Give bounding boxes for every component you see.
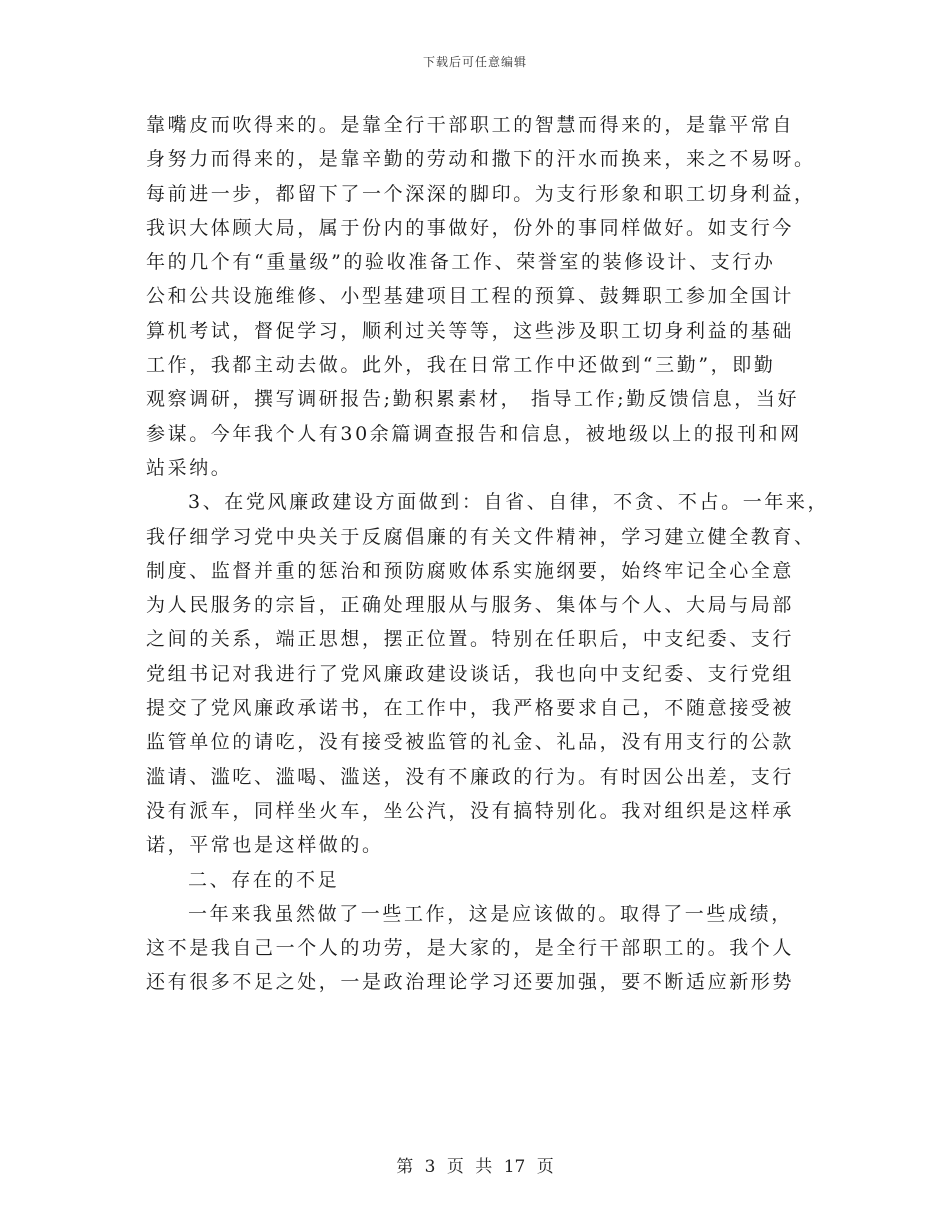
text-line: 我仔细学习党中央关于反腐倡廉的有关文件精神，学习建立健全教育、 — [146, 525, 816, 548]
text-line: 工作，我都主动去做。此外，我在日常工作中还做到“三勤”，即勤 — [146, 354, 776, 377]
text-line: 身努力而得来的，是靠辛勤的劳动和撒下的汗水而换来，来之不易呀。 — [146, 148, 816, 171]
text-line: 年的几个有“重量级”的验收准备工作、荣誉室的装修设计、支行办 — [146, 251, 776, 274]
text-line: 每前进一步，都留下了一个深深的脚印。为支行形象和职工切身利益， — [146, 182, 816, 205]
text-line: 没有派车，同样坐火车，坐公汽，没有搞特别化。我对组织是这样承 — [146, 799, 795, 822]
text-line: 还有很多不足之处，一是政治理论学习还要加强，要不断适应新形势 — [146, 971, 795, 994]
text-line: 观察调研，撰写调研报告;勤积累素材， 指导工作;勤反馈信息，当好 — [146, 388, 800, 411]
text-line: 党组书记对我进行了党风廉政建设谈话，我也向中支纪委、支行党组 — [146, 662, 795, 685]
text-line: 之间的关系，端正思想，摆正位置。特别在任职后，中支纪委、支行 — [146, 628, 795, 651]
section-heading: 二、存在的不足 — [188, 868, 340, 891]
page-footer: 第 3 页 共 17 页 — [396, 1157, 554, 1177]
paragraph-start-line: 一年来我虽然做了一些工作，这是应该做的。取得了一些成绩， — [188, 902, 793, 925]
text-line: 靠嘴皮而吹得来的。是靠全行干部职工的智慧而得来的，是靠平常自 — [146, 114, 795, 136]
text-line: 提交了党风廉政承诺书，在工作中，我严格要求自己，不随意接受被 — [146, 697, 795, 720]
page-header: 下载后可任意编辑 — [422, 55, 527, 69]
text-line: 参谋。今年我个人有30余篇调查报告和信息，被地级以上的报刊和网 — [146, 422, 802, 445]
text-line: 这不是我自己一个人的功劳，是大家的，是全行干部职工的。我个人 — [146, 937, 795, 960]
text-line: 我识大体顾大局，属于份内的事做好，份外的事同样做好。如支行今 — [146, 216, 795, 239]
text-line: 算机考试，督促学习，顺利过关等等，这些涉及职工切身利益的基础 — [146, 319, 795, 342]
text-line: 为人民服务的宗旨，正确处理服从与服务、集体与个人、大局与局部 — [146, 594, 795, 617]
paragraph-start-line: 3、在党风廉政建设方面做到：自省、自律，不贪、不占。一年来， — [188, 491, 830, 514]
text-line: 诺，平常也是这样做的。 — [146, 834, 384, 857]
document-body — [146, 108, 830, 1000]
text-line: 制度、监督并重的惩治和预防腐败体系实施纲要，始终牢记全心全意 — [146, 559, 795, 582]
text-line: 公和公共设施维修、小型基建项目工程的预算、鼓舞职工参加全国计 — [146, 285, 795, 308]
text-line: 滥请、滥吃、滥喝、滥送，没有不廉政的行为。有时因公出差，支行 — [146, 765, 795, 788]
text-line: 站采纳。 — [146, 456, 233, 479]
text-line: 监管单位的请吃，没有接受被监管的礼金、礼品，没有用支行的公款 — [146, 731, 795, 754]
